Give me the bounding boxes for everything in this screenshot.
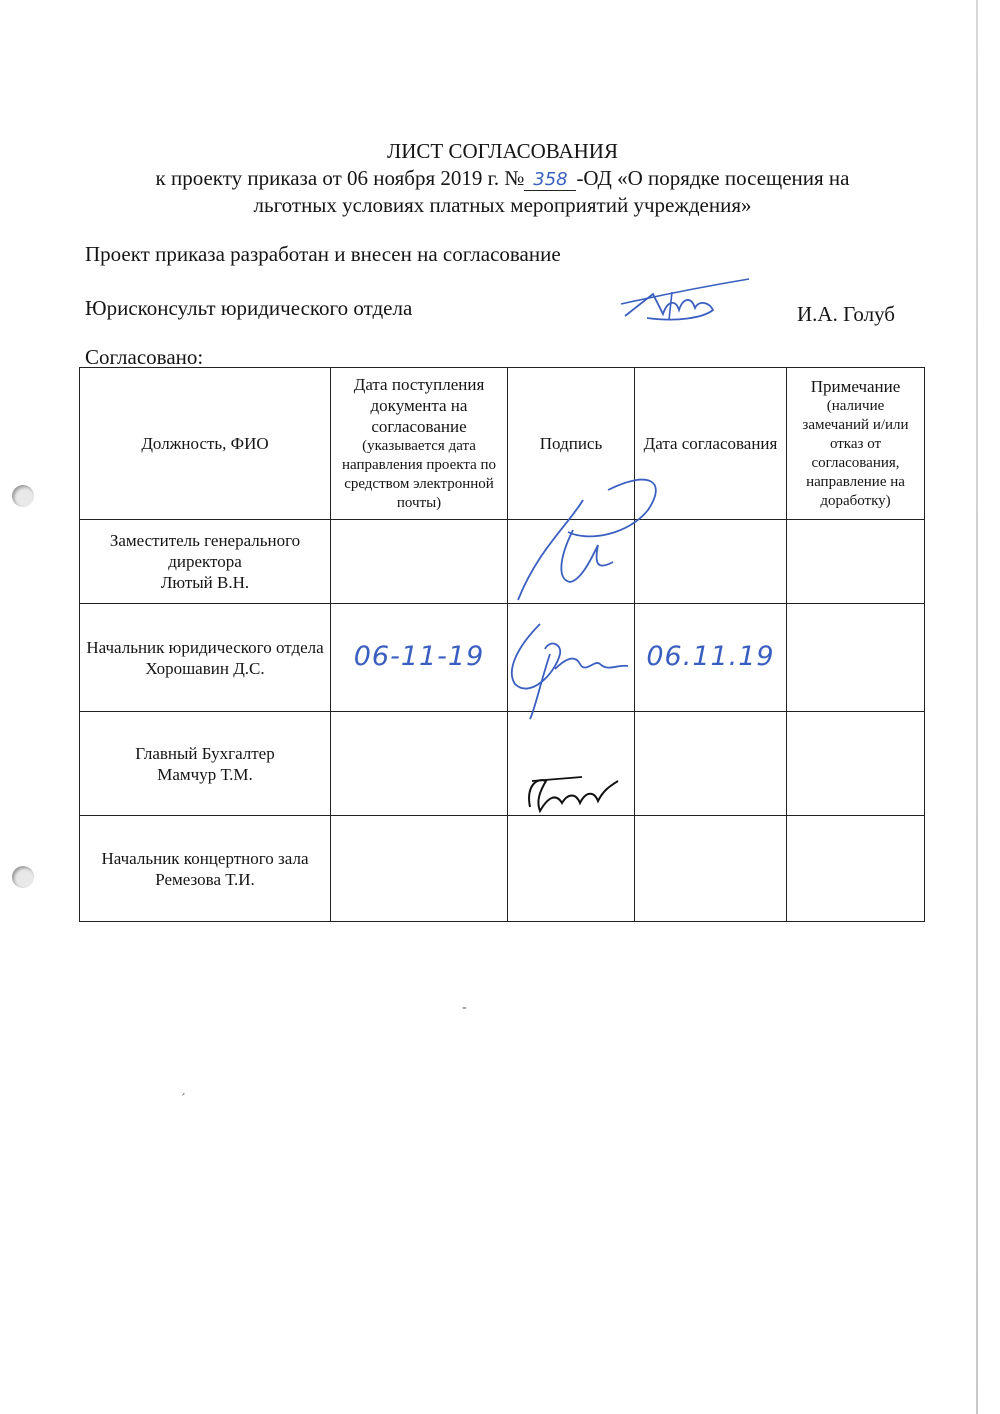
signature-mark [522,767,622,817]
approval-date-handwritten: 06.11.19 [646,640,775,672]
table-row [80,520,925,604]
header-received-note: (указывается дата направления проекта по средством электронной почты) [341,438,497,511]
note-cell [787,816,925,922]
position-cell [80,712,331,816]
signature-mark [500,614,640,724]
document-header [80,138,925,219]
position-cell [80,604,331,712]
note-cell [787,604,925,712]
document-title: ЛИСТ СОГЛАСОВАНИЯ [387,139,618,163]
signature-cell [508,604,635,712]
header-received-main: Дата поступления документа на согласование [353,375,485,436]
received-date-cell [331,520,508,604]
stray-mark: - [462,1000,467,1015]
author-name: И.А. Голуб [797,302,895,326]
header-approval-date: Дата согласования [635,368,787,520]
header-signature: Подпись [508,368,635,520]
position-role: Заместитель генерального директора [109,531,301,571]
author-signature [617,274,757,334]
received-date-cell [331,604,508,712]
subtitle-suffix: -ОД «О порядке посещения на [576,166,850,190]
header-received [331,368,508,520]
position-role: Главный Бухгалтер [135,743,275,763]
note-cell [787,712,925,816]
position-name: Ремезова Т.И. [155,869,255,889]
subtitle-line-2: льготных условиях платных мероприятий учреждения» [253,193,752,217]
position-name: Мамчур Т.М. [157,764,253,784]
header-note-main: Примечание [810,377,901,396]
position-name: Хорошавин Д.С. [145,658,265,678]
position-role: Начальник концертного зала [101,848,309,868]
project-line: Проект приказа разработан и внесен на согласование [85,242,561,266]
header-note-detail: (наличие замечаний и/или отказ от согласования, направление на доработку) [802,398,909,509]
order-number: 358 [524,170,576,191]
position-cell [80,520,331,604]
agreed-label: Согласовано: [85,345,204,369]
approval-table [79,367,925,922]
punch-hole-mark [12,485,34,507]
signature-mark [498,470,678,620]
approval-date-cell [635,712,787,816]
header-note [787,368,925,520]
table-row [80,604,925,712]
received-date-cell [331,712,508,816]
note-cell [787,520,925,604]
signature-cell [508,712,635,816]
subtitle-prefix: к проекту приказа от 06 ноября 2019 г. № [155,166,525,190]
position-role: Начальник юридического отдела [86,637,324,657]
received-date-cell [331,816,508,922]
page-edge [976,0,978,1414]
table-row [80,816,925,922]
author-role: Юрисконсульт юридического отдела [85,296,413,320]
position-cell [80,816,331,922]
header-position: Должность, ФИО [80,368,331,520]
signature-cell [508,816,635,922]
punch-hole-mark [12,866,34,888]
document-subtitle [80,165,925,192]
received-date-handwritten: 06-11-19 [353,640,485,672]
table-row [80,712,925,816]
stray-mark: ˊ [181,1092,186,1107]
signature-cell [508,520,635,604]
position-name: Лютый В.Н. [160,573,250,592]
approval-date-cell [635,816,787,922]
